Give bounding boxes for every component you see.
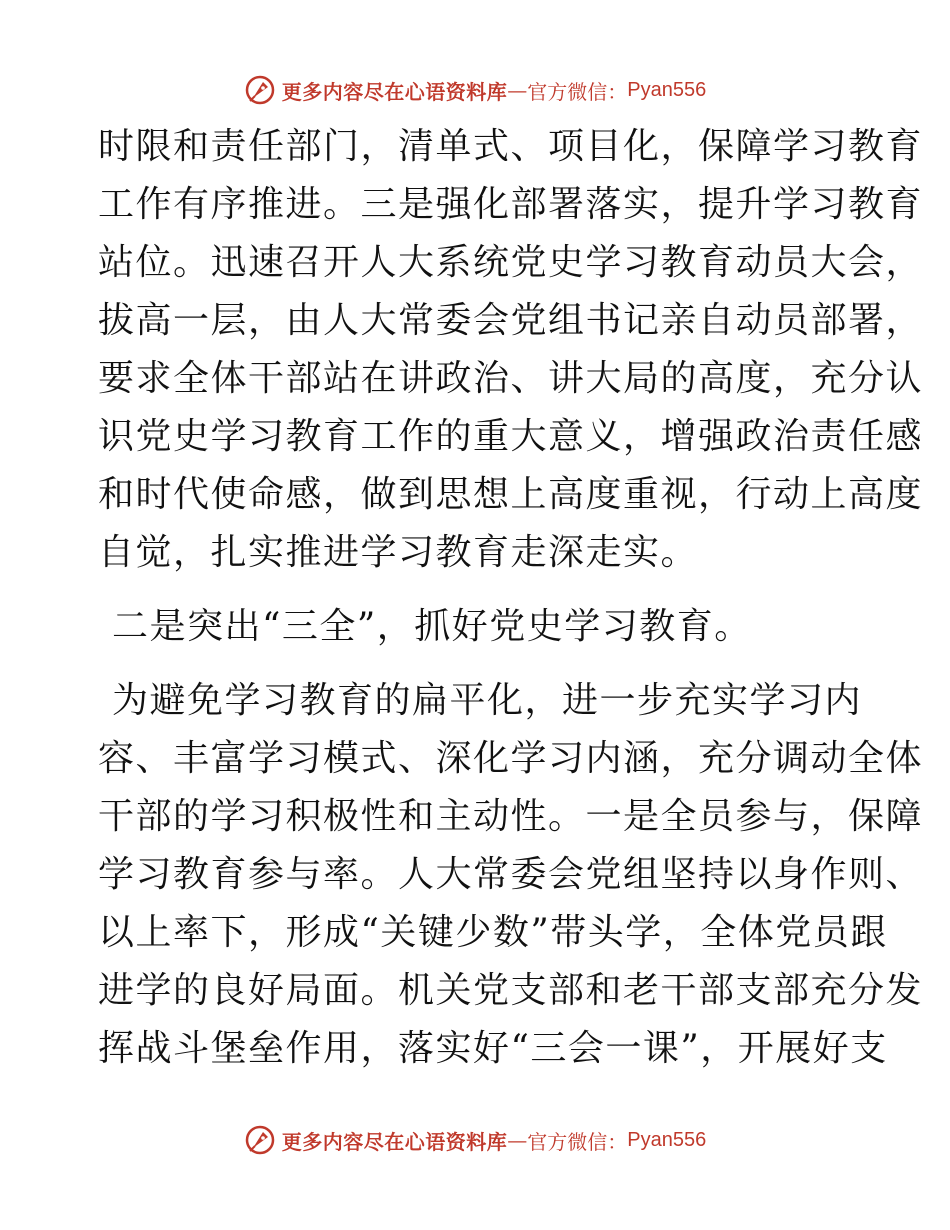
wechat-id: Pyan556 bbox=[627, 1128, 707, 1151]
text-line: 为避免学习教育的扁平化，进一步充实学习内 bbox=[112, 680, 863, 721]
text-line: 干部的学习积极性和主动性。一是全员参与，保障 bbox=[98, 796, 924, 837]
wechat-label: 官方微信： bbox=[527, 1129, 628, 1154]
site-name: 更多内容尽在心语资料库 bbox=[281, 1129, 508, 1154]
text-line: 和时代使命感，做到思想上高度重视，行动上高度 bbox=[98, 474, 924, 515]
wechat-id: Pyan556 bbox=[627, 78, 707, 101]
text-line: 学习教育参与率。人大常委会党组坚持以身作则、 bbox=[98, 854, 924, 895]
footer-banner bbox=[0, 1120, 950, 1160]
text-line: 时限和责任部门，清单式、项目化，保障学习教育 bbox=[98, 126, 924, 167]
text-line: 进学的良好局面。机关党支部和老干部支部充分发 bbox=[98, 970, 924, 1011]
section-heading: 二是突出“三全”，抓好党史学习教育。 bbox=[112, 606, 752, 647]
text-line: 挥战斗堡垒作用，落实好“三会一课”，开展好支 bbox=[98, 1028, 888, 1069]
wechat-label: 官方微信： bbox=[527, 79, 628, 104]
separator: — bbox=[507, 78, 528, 102]
text-line: 拔高一层，由人大常委会党组书记亲自动员部署， bbox=[98, 300, 924, 341]
text-line: 容、丰富学习模式、深化学习内涵，充分调动全体 bbox=[98, 738, 924, 779]
document-body bbox=[98, 118, 924, 1078]
text-line: 工作有序推进。三是强化部署落实，提升学习教育 bbox=[98, 184, 924, 225]
header-banner bbox=[0, 70, 950, 110]
text-line: 识党史学习教育工作的重大意义，增强政治责任感 bbox=[98, 416, 924, 457]
text-line: 站位。迅速召开人大系统党史学习教育动员大会， bbox=[98, 242, 924, 283]
pen-nib-logo-icon bbox=[244, 1124, 276, 1156]
pen-nib-logo-icon bbox=[244, 74, 276, 106]
separator: — bbox=[507, 1128, 528, 1152]
paragraph-2 bbox=[98, 672, 924, 1078]
paragraph-1 bbox=[98, 118, 924, 582]
text-line: 以上率下，形成“关键少数”带头学，全体党员跟 bbox=[98, 912, 888, 953]
site-name: 更多内容尽在心语资料库 bbox=[281, 79, 508, 104]
text-line: 自觉，扎实推进学习教育走深走实。 bbox=[98, 532, 699, 573]
text-line: 要求全体干部站在讲政治、讲大局的高度，充分认 bbox=[98, 358, 924, 399]
